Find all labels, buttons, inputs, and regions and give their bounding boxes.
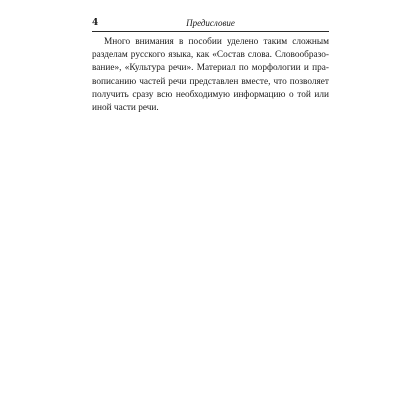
paragraph-line: Много внимания в пособии уделено таким сложным	[104, 37, 329, 47]
paragraph-line: вание», «Культура речи». Материал по морфологии и пра-	[92, 63, 329, 74]
paragraph-line: вописанию частей речи представлен вместе, что позволяет	[92, 76, 329, 87]
paragraph-line: получить сразу всю необходимую информацию о той или	[92, 89, 329, 100]
paragraph-line: разделам русского языка, как «Состав слова. Словообразо-	[92, 50, 329, 61]
page-number: 4	[92, 18, 99, 28]
paragraph-line: иной части речи.	[92, 103, 159, 114]
running-title: Предисловие	[186, 18, 235, 28]
preface-paragraph	[92, 36, 329, 115]
running-header	[92, 17, 329, 32]
